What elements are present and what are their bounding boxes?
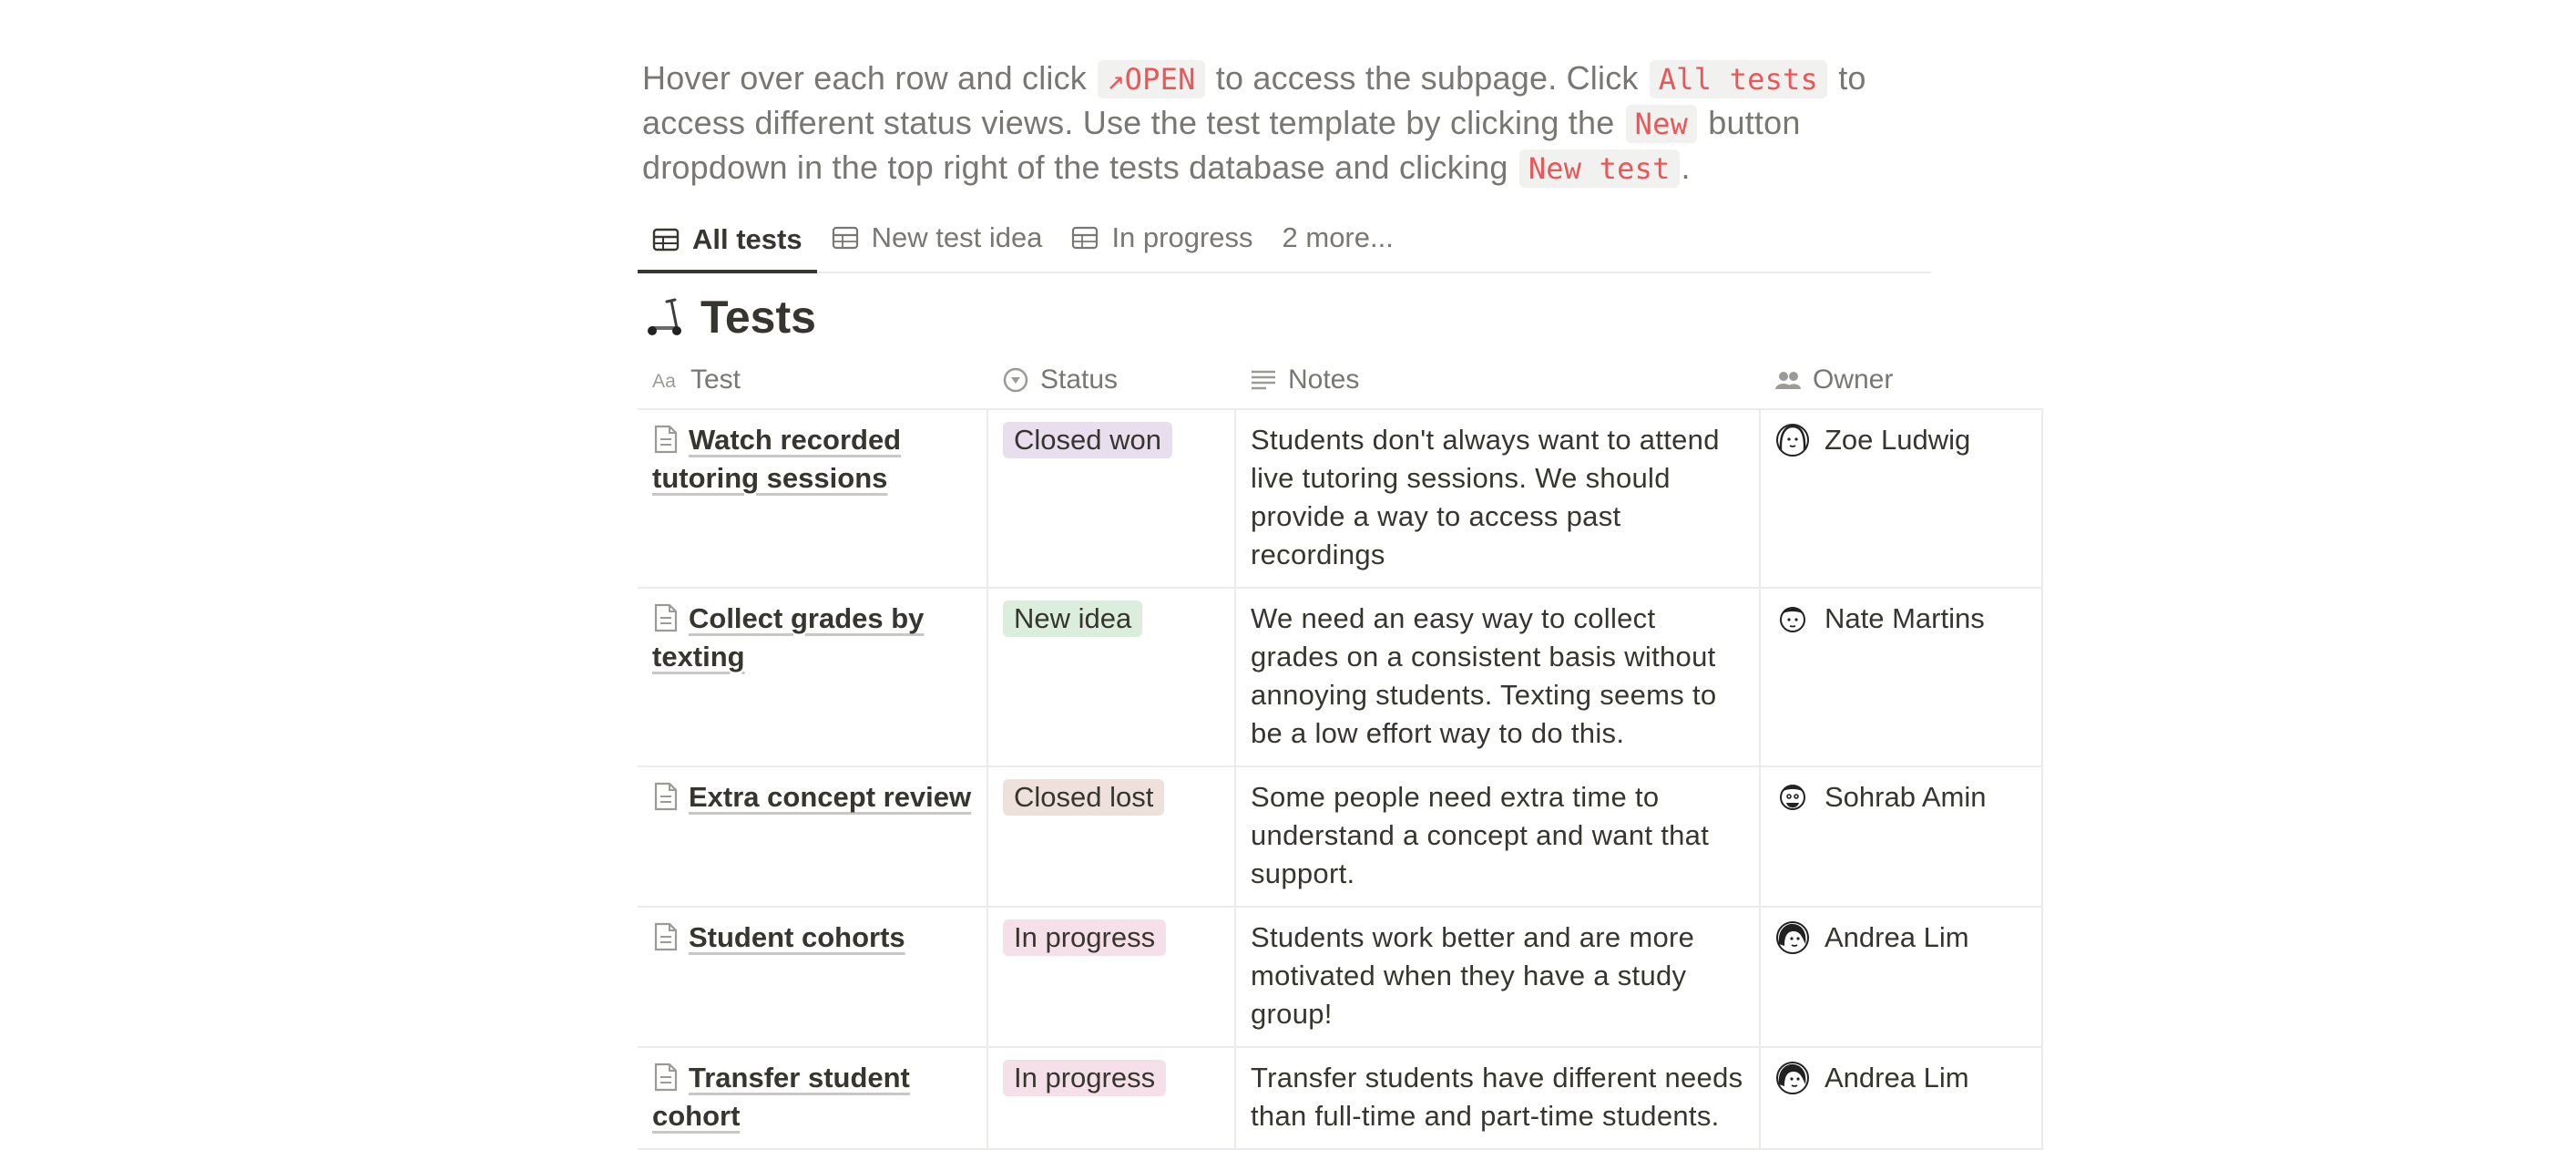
table-row[interactable]	[638, 1047, 2042, 1149]
new-test-inline-code: New test	[1519, 149, 1680, 188]
tab-label: In progress	[1111, 221, 1253, 253]
status-badge: In progress	[1003, 1060, 1166, 1096]
status-cell[interactable]	[987, 409, 1235, 588]
column-header-notes[interactable]	[1235, 352, 1760, 409]
page-icon	[652, 1062, 680, 1093]
test-title-link[interactable]	[652, 424, 901, 494]
test-title-link[interactable]	[652, 1062, 910, 1132]
all-tests-inline-code: All tests	[1650, 60, 1827, 98]
database-title-text: Tests	[700, 292, 816, 343]
avatar	[1775, 920, 1810, 955]
status-cell[interactable]	[987, 1047, 1235, 1149]
notes-text: We need an easy way to collect grades on a consistent basis without annoying students. Texting seems to be a low effort way to do this.	[1251, 602, 1717, 749]
owner-cell[interactable]	[1760, 588, 2042, 766]
table-icon	[652, 228, 680, 252]
notes-text: Transfer students have different needs than full-time and part-time students.	[1251, 1062, 1743, 1132]
column-header-status[interactable]	[987, 352, 1235, 409]
column-header-owner[interactable]	[1760, 352, 2042, 409]
avatar	[1775, 601, 1810, 636]
owner-cell[interactable]	[1760, 907, 2042, 1047]
owner-cell[interactable]	[1760, 766, 2042, 907]
new-inline-code: New	[1626, 105, 1697, 143]
page-icon	[652, 921, 680, 952]
status-badge: Closed won	[1003, 422, 1172, 458]
view-tabs	[638, 210, 1931, 273]
table-header-row	[638, 352, 2042, 409]
status-badge: New idea	[1003, 601, 1142, 637]
status-badge: Closed lost	[1003, 779, 1164, 816]
intro-text-4: button dropdown in the top right of the tests database and clicking	[642, 104, 1801, 186]
test-title-text: Extra concept review	[689, 781, 972, 813]
test-cell[interactable]	[638, 907, 987, 1047]
column-header-label: Test	[690, 365, 741, 395]
test-title-link[interactable]	[652, 921, 905, 953]
owner-cell[interactable]	[1760, 409, 2042, 588]
tab-label: 2 more...	[1282, 221, 1394, 253]
test-cell[interactable]	[638, 1047, 987, 1149]
intro-text-2: to access the subpage. Click	[1206, 59, 1648, 97]
avatar	[1775, 423, 1810, 457]
tab-in-progress[interactable]	[1057, 210, 1267, 266]
table-row[interactable]	[638, 588, 2042, 766]
table-row[interactable]	[638, 766, 2042, 907]
intro-text-1: Hover over each row and click	[642, 59, 1097, 97]
table-icon	[832, 226, 859, 250]
notes-cell[interactable]	[1235, 588, 1760, 766]
title-property-icon	[652, 366, 680, 394]
test-title-text: Collect grades by texting	[652, 602, 925, 673]
tab-new-test-idea[interactable]	[817, 210, 1058, 266]
database-title[interactable]	[644, 288, 816, 346]
column-header-label: Status	[1040, 365, 1119, 395]
status-property-icon	[1002, 366, 1029, 394]
open-inline-code: ↗OPEN	[1098, 60, 1204, 98]
tab-all-tests[interactable]	[638, 210, 817, 273]
owner-name: Nate Martins	[1825, 602, 1985, 634]
notes-cell[interactable]	[1235, 907, 1760, 1047]
notes-cell[interactable]	[1235, 409, 1760, 588]
owner-name: Zoe Ludwig	[1825, 424, 1971, 456]
intro-text-5: .	[1681, 149, 1691, 186]
test-cell[interactable]	[638, 766, 987, 907]
column-header-label: Notes	[1288, 365, 1360, 395]
table-row[interactable]	[638, 409, 2042, 588]
page-icon	[652, 424, 680, 455]
owner-name: Andrea Lim	[1825, 1062, 1969, 1094]
test-title-text: Student cohorts	[689, 921, 905, 953]
tab-label: All tests	[692, 223, 802, 255]
person-property-icon	[1774, 366, 1802, 394]
notes-text: Students don't always want to attend live tutoring sessions. We should provide a way to access past recordings	[1251, 424, 1720, 570]
test-cell[interactable]	[638, 588, 987, 766]
owner-name: Sohrab Amin	[1825, 781, 1987, 813]
notes-cell[interactable]	[1235, 766, 1760, 907]
status-cell[interactable]	[987, 766, 1235, 907]
column-header-test[interactable]	[638, 352, 987, 409]
page-icon	[652, 602, 680, 633]
status-badge: In progress	[1003, 919, 1166, 956]
scooter-icon	[644, 297, 684, 337]
owner-cell[interactable]	[1760, 1047, 2042, 1149]
test-title-link[interactable]	[652, 602, 924, 673]
tests-table	[638, 352, 2043, 1150]
table-row[interactable]	[638, 907, 2042, 1047]
test-title-text: Transfer student cohort	[652, 1062, 910, 1132]
test-cell[interactable]	[638, 409, 987, 588]
tab-more-views[interactable]	[1268, 210, 1408, 266]
table-icon	[1071, 226, 1099, 250]
owner-name: Andrea Lim	[1825, 921, 1969, 953]
page-icon	[652, 781, 680, 812]
avatar	[1775, 780, 1810, 815]
test-title-text: Watch recorded tutoring sessions	[652, 424, 902, 494]
notes-text: Some people need extra time to understand a concept and want that support.	[1251, 781, 1710, 889]
column-header-label: Owner	[1813, 365, 1894, 395]
status-cell[interactable]	[987, 588, 1235, 766]
test-title-link[interactable]	[652, 781, 971, 813]
intro-paragraph	[642, 56, 1881, 190]
intro-text-3: to access different status views. Use the test template by clicking the	[642, 59, 1866, 141]
tab-label: New test idea	[871, 221, 1043, 253]
avatar	[1775, 1061, 1810, 1095]
text-property-icon	[1250, 366, 1277, 394]
svg-text:Aa: Aa	[652, 370, 676, 392]
status-cell[interactable]	[987, 907, 1235, 1047]
notes-cell[interactable]	[1235, 1047, 1760, 1149]
notes-text: Students work better and are more motivated when they have a study group!	[1251, 921, 1695, 1030]
